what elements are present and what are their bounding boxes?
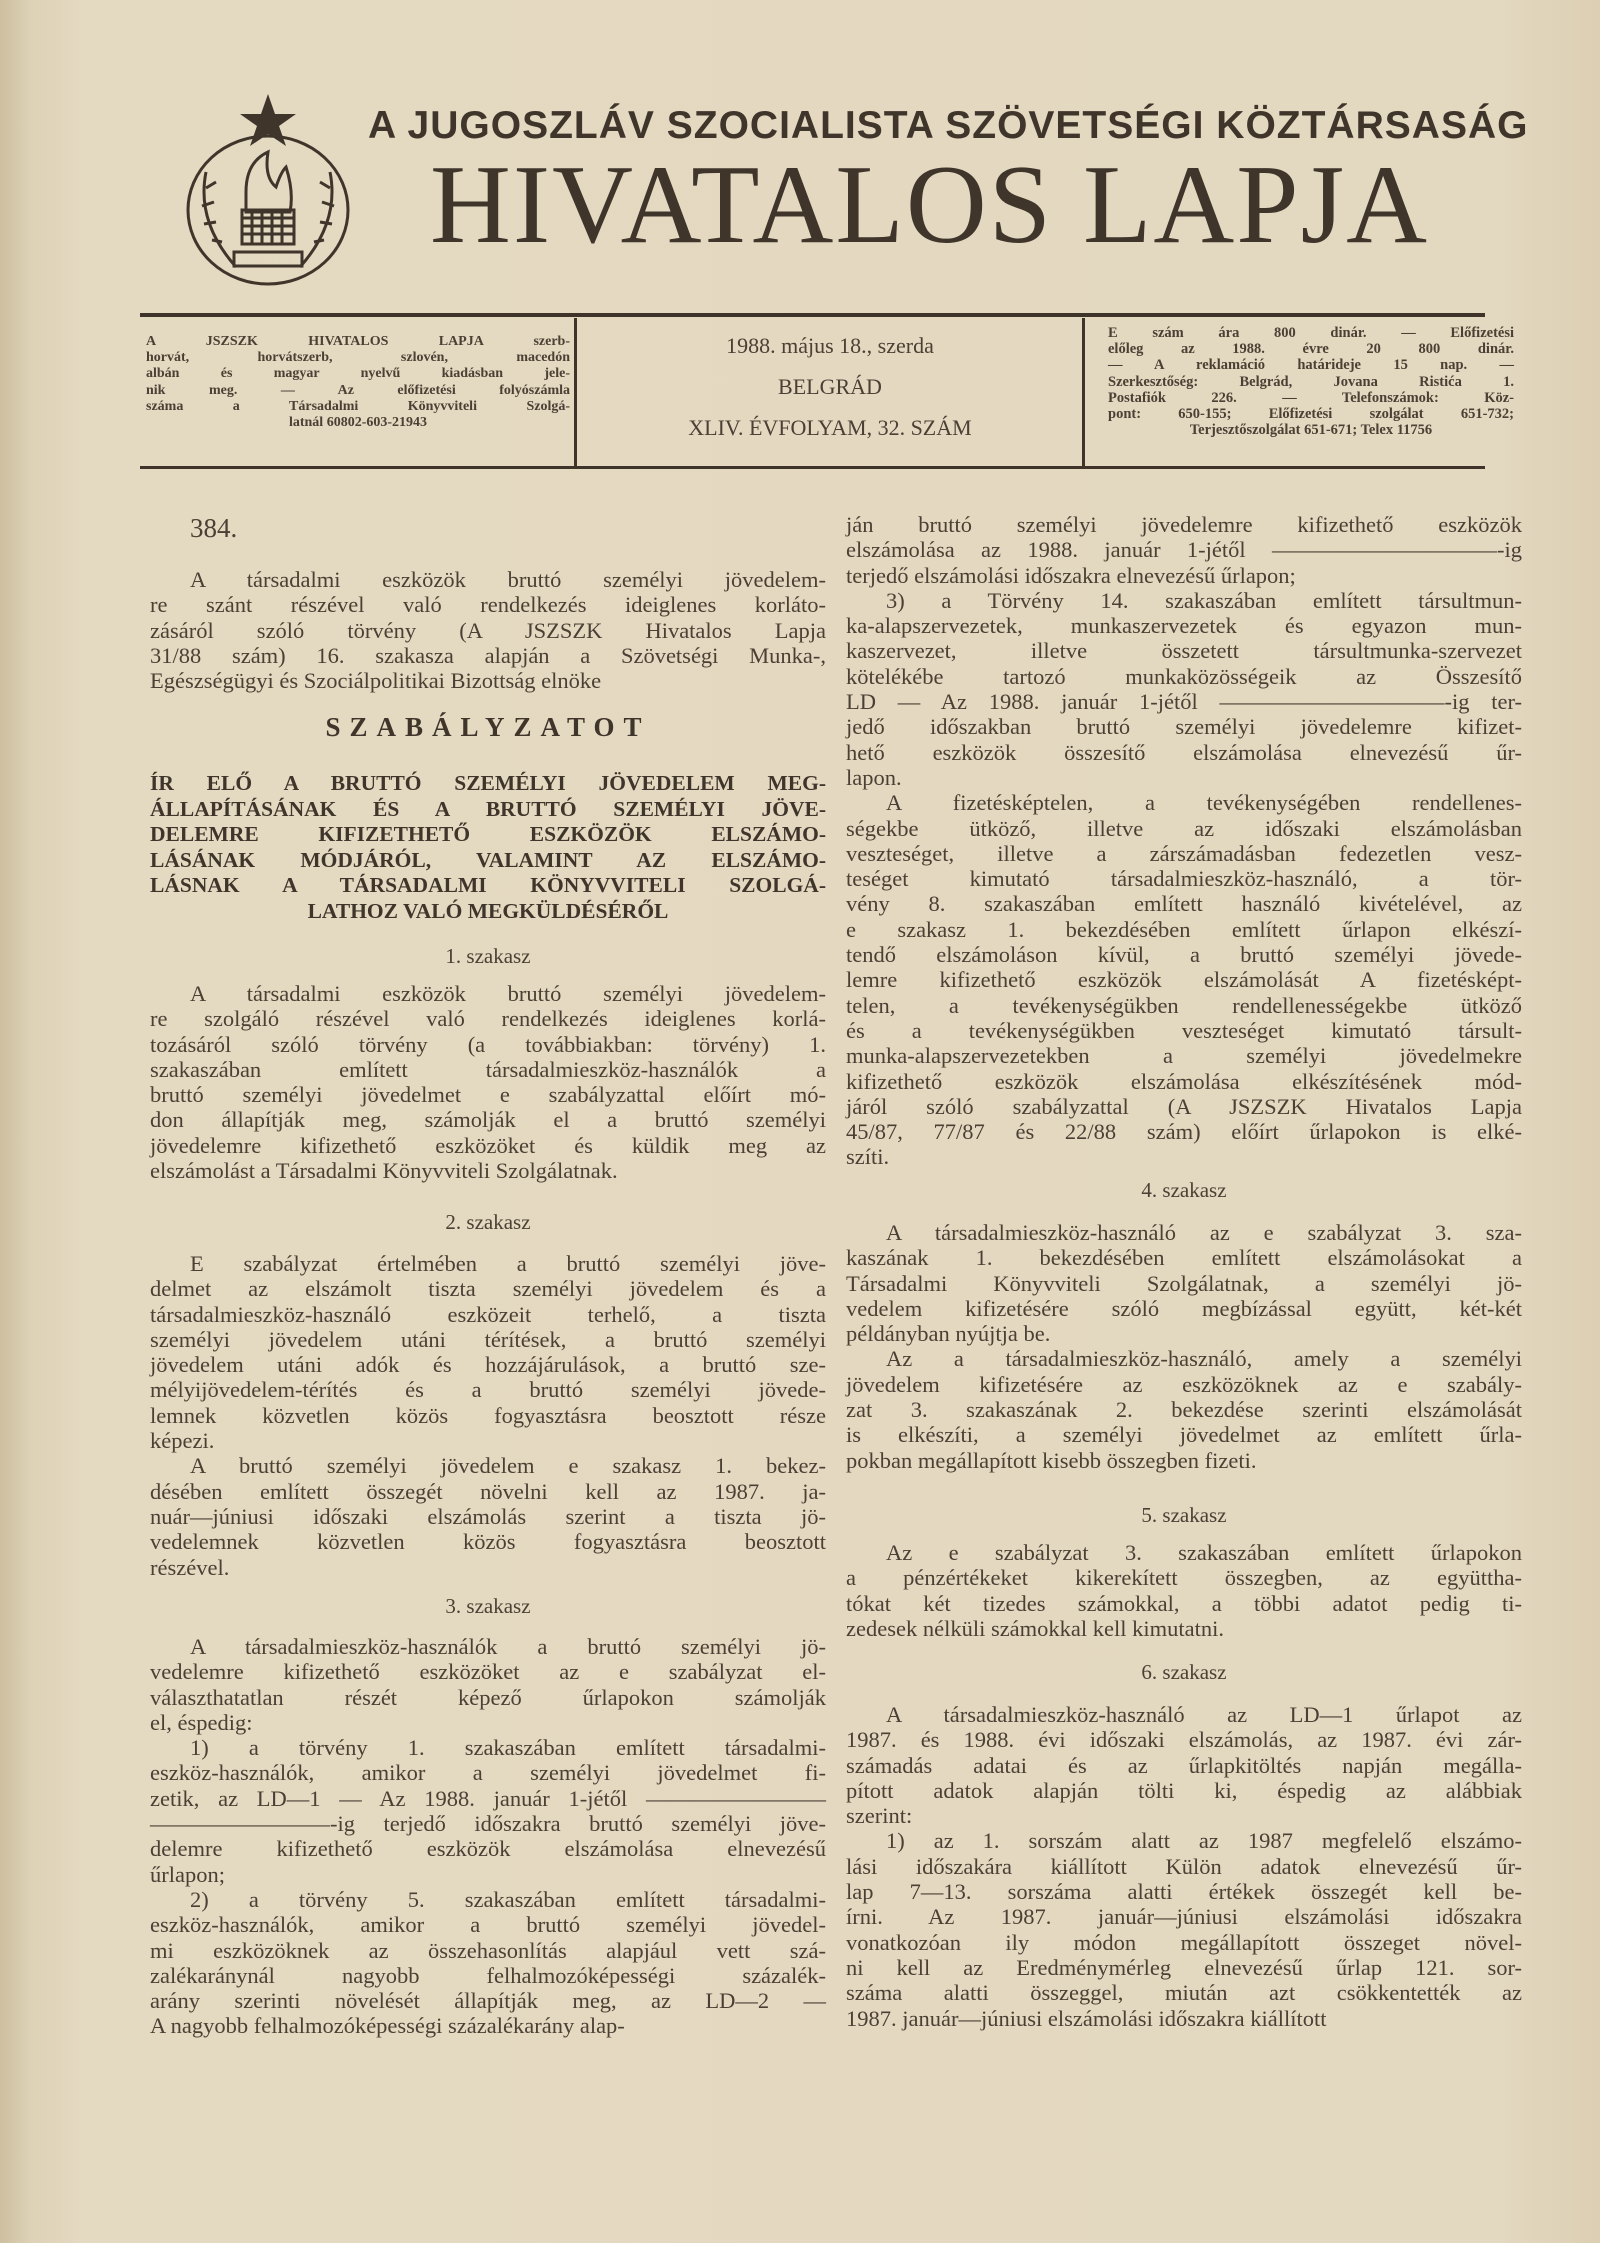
paragraph xyxy=(150,1251,826,1453)
section-1-body xyxy=(150,981,826,1183)
text-line: vonatkozóan ily módon megállapított összeget növel- xyxy=(846,1929,1522,1955)
text-line: hető eszközök összesítő elszámolása elnevezésű űr- xyxy=(846,739,1522,765)
text-line: szíti. xyxy=(846,1144,890,1170)
header-top-rule xyxy=(140,313,1485,317)
section-4-body xyxy=(846,1220,1522,1473)
section-heading: 6. szakasz xyxy=(1141,1660,1227,1684)
text-line: elszámolása az 1988. január 1-jétől ——————————-ig xyxy=(846,537,1522,563)
text-line: lási időszakára kiállított Külön adatok elnevezésű űr- xyxy=(846,1853,1522,1879)
paragraph xyxy=(150,1453,826,1579)
text-line: 3) a Törvény 14. szakaszában említett társultmun- xyxy=(886,587,1522,613)
issue-number: XLIV. ÉVFOLYAM, 32. SZÁM xyxy=(688,415,972,440)
text-line: mi eszközöknek az összehasonlítás alapjául vett szá- xyxy=(150,1937,826,1963)
republic-name: A JUGOSZLÁV SZOCIALISTA SZÖVETSÉGI KÖZTÁRSASÁG xyxy=(368,104,1529,147)
text-line: írni. Az 1987. január—júniusi elszámolási időszakra xyxy=(846,1904,1522,1930)
text-line: ni kell az Eredménymérleg elnevezésű űrlap 121. sor- xyxy=(846,1954,1522,1980)
text-line: munka-alapszervezetekben a személyi jövedelmekre xyxy=(846,1043,1522,1069)
text-line: vedelemre kifizethető eszközöket az e szabályzat el- xyxy=(150,1659,826,1685)
text-line: kaszervezet, illetve összetett társultmunka-szervezet xyxy=(846,638,1522,664)
header-divider xyxy=(1082,318,1085,468)
title-line: DELEMRE KIFIZETHETŐ ESZKÖZÖK ELSZÁMO- xyxy=(150,822,826,846)
issue-date: 1988. május 18., szerda xyxy=(726,333,934,358)
info-line: — A reklamáció határideje 15 nap. — xyxy=(1108,357,1514,374)
coat-of-arms-emblem xyxy=(176,92,360,297)
document-heading: SZABÁLYZATOT xyxy=(325,712,651,742)
issue-city: BELGRÁD xyxy=(778,374,882,399)
text-line: ján bruttó személyi jövedelemre kifizethető eszközök xyxy=(846,512,1522,537)
paragraph xyxy=(846,512,1522,588)
title-line: LATHOZ VALÓ MEGKÜLDÉSÉRŐL xyxy=(307,898,669,923)
section-6-body xyxy=(846,1702,1522,2031)
text-line: A társadalmieszköz-használók a bruttó személyi jö- xyxy=(190,1634,826,1659)
text-line: lemre kifizethető eszközök elszámolását A fizetésképt- xyxy=(846,967,1522,993)
text-line: pított adatok alapján tölti ki, éspedig az alábbiak xyxy=(846,1777,1522,1803)
text-line: e szakasz 1. bekezdésében említett űrlapon elkészí- xyxy=(846,916,1522,942)
text-line: A fizetésképtelen, a tevékenységében rendellenes- xyxy=(886,790,1522,816)
paragraph xyxy=(150,567,826,693)
paragraph xyxy=(846,1220,1522,1346)
text-line: 1987. és 1988. évi időszaki elszámolás, az 1987. évi zár- xyxy=(846,1727,1522,1753)
newspaper-title: HIVATALOS LAPJA xyxy=(430,143,1430,267)
text-line: A társadalmieszköz-használó az LD—1 űrlapot az xyxy=(886,1702,1522,1727)
publication-info xyxy=(146,334,570,431)
svg-text:29 XI 1943: 29 XI 1943 xyxy=(243,255,293,266)
info-line: latnál 60802-603-21943 xyxy=(288,415,428,431)
text-line: delemre kifizethető eszközök elszámolása elnevezésű xyxy=(150,1836,826,1862)
text-line: vedelemnek közvetlen közös fogyasztásra beosztott xyxy=(150,1529,826,1555)
text-line: szerint: xyxy=(846,1803,913,1829)
info-line: pont: 650-155; Előfizetési szolgálat 651-732; xyxy=(1108,406,1514,423)
section-3-continued xyxy=(846,512,1522,1170)
text-line: zalékaránynál nagyobb felhalmozóképességi százalék- xyxy=(150,1962,826,1988)
paragraph xyxy=(846,1346,1522,1472)
info-line: száma a Társadalmi Könyvviteli Szolgá- xyxy=(146,398,570,414)
paragraph xyxy=(846,1540,1522,1641)
text-line: Társadalmi Könyvviteli Szolgálatnak, a személyi jö- xyxy=(846,1270,1522,1296)
text-line: száma alatti összeggel, miután azt csökkentették az xyxy=(846,1980,1522,2006)
text-line: vedelem kifizetésére szóló megbízással együtt, két-két xyxy=(846,1295,1522,1321)
text-line: A nagyobb felhalmozóképességi százalékarány alap- xyxy=(150,2013,625,2039)
section-5-body xyxy=(846,1540,1522,1641)
text-line: jövedelem kifizetésére az eszközöknek az e szabály- xyxy=(846,1371,1522,1397)
text-line: 2) a törvény 5. szakaszában említett társadalmi- xyxy=(190,1886,826,1912)
text-line: zetik, az LD—1 — Az 1988. január 1-jétől ———————— xyxy=(150,1785,826,1811)
preamble xyxy=(150,567,826,693)
text-line: űrlapon; xyxy=(150,1861,225,1887)
text-line: A társadalmi eszközök bruttó személyi jövedelem- xyxy=(190,567,826,592)
text-line: re szolgáló részével való rendelkezés ideiglenes korlá- xyxy=(150,1006,826,1032)
text-line: tozásáról szóló törvény (a továbbiakban: törvény) 1. xyxy=(150,1031,826,1057)
document-title xyxy=(150,771,826,924)
text-line: eszköz-használók, amikor a személyi jövedelmet fi- xyxy=(150,1760,826,1786)
title-line: ÁLLAPÍTÁSÁNAK ÉS A BRUTTÓ SZEMÉLYI JÖVE- xyxy=(150,796,826,821)
text-line: is elkészíti, a személyi jövedelmet az említett űrla- xyxy=(846,1422,1522,1448)
paragraph xyxy=(846,1702,1522,1828)
text-line: példányban nyújtja be. xyxy=(846,1321,1051,1347)
title-line: ÍR ELŐ A BRUTTÓ SZEMÉLYI JÖVEDELEM MEG- xyxy=(150,771,826,795)
text-line: veszteséget, illetve a zárszámadásban fedezetlen vesz- xyxy=(846,840,1522,866)
text-line: eszköz-használók, amikor a bruttó személyi jövedel- xyxy=(150,1912,826,1938)
info-line: horvát, horvátszerb, szlovén, macedón xyxy=(146,350,570,366)
text-line: elszámolást a Társadalmi Könyvviteli Szolgálatnak. xyxy=(150,1158,618,1184)
text-line: ka-alapszervezetek, munkaszervezetek és egyazon mun- xyxy=(846,613,1522,639)
section-heading: 2. szakasz xyxy=(445,1210,531,1234)
text-line: mélyijövedelem-térítés és a bruttó személyi jövede- xyxy=(150,1377,826,1403)
issue-info xyxy=(585,330,1075,453)
text-line: vény 8. szakaszában említett használó kivételével, az xyxy=(846,891,1522,917)
paragraph xyxy=(150,1634,826,1735)
text-line: lapon. xyxy=(846,764,902,790)
text-line: járól szóló szabályzattal (A JSZSZK Hivatalos Lapja xyxy=(846,1093,1522,1119)
section-3-body xyxy=(150,1634,826,2039)
text-line: terjedő elszámolási időszakra elnevezésű űrlapon; xyxy=(846,562,1296,588)
text-line: Az a társadalmieszköz-használó, amely a személyi xyxy=(886,1346,1522,1372)
text-line: jövedelemre kifizethető eszközöket és küldik meg az xyxy=(150,1132,826,1158)
text-line: A társadalmi eszközök bruttó személyi jövedelem- xyxy=(190,981,826,1006)
text-line: re szánt részével való rendelkezés ideiglenes korláto- xyxy=(150,592,826,618)
text-line: don állapítják meg, számolják el a bruttó személyi xyxy=(150,1107,826,1133)
text-line: kifizethető eszközök elszámolása elkészítésének mód- xyxy=(846,1068,1522,1094)
info-line: előleg az 1988. évre 20 800 dinár. xyxy=(1108,341,1514,358)
text-line: részével. xyxy=(150,1554,230,1580)
info-line: albán és magyar nyelvű kiadásban jele- xyxy=(146,366,570,382)
title-line: LÁSNAK A TÁRSADALMI KÖNYVVITELI SZOLGÁ- xyxy=(150,873,826,897)
paragraph xyxy=(846,790,1522,1169)
text-line: E szabályzat értelmében a bruttó személyi jöve- xyxy=(190,1251,826,1276)
text-line: lemnek közvetlen közös fogyasztásra beosztott része xyxy=(150,1402,826,1428)
info-line: A JSZSZK HIVATALOS LAPJA szerb- xyxy=(146,334,570,349)
text-line: zásáról szóló törvény (A JSZSZK Hivatalos Lapja xyxy=(150,617,826,643)
text-line: zedesek nélküli számokkal kell kimutatni. xyxy=(846,1615,1225,1641)
text-line: Egészségügyi és Szociálpolitikai Bizottság elnöke xyxy=(150,668,602,694)
text-line: kaszának 1. bekezdésében említett elszámolásokat a xyxy=(846,1245,1522,1271)
text-line: lap 7—13. sorszáma alatti értékek összegét kell be- xyxy=(846,1879,1522,1905)
text-line: tókat két tizedes számokkal, a többi adatot pedig ti- xyxy=(846,1590,1522,1616)
text-line: és a tevékenységükben veszteséget kimutató társult- xyxy=(846,1017,1522,1043)
text-line: kötelékébe tartozó munkaközösségeik az Összesítő xyxy=(846,663,1522,689)
paragraph xyxy=(150,1735,826,1887)
text-line: pokban megállapított kisebb összegben fizeti. xyxy=(846,1447,1257,1473)
text-line: személyi jövedelem utáni térítések, a bruttó személyi xyxy=(150,1326,826,1352)
text-line: arány szerinti növelését állapítják meg, az LD—2 — xyxy=(150,1988,826,2014)
text-line: szakaszában említett társadalmieszköz-használók a xyxy=(150,1056,826,1082)
text-line: számadás adatai és az űrlapkitöltés napján megálla- xyxy=(846,1752,1522,1778)
text-line: 1987. január—júniusi elszámolási időszakra kiállított xyxy=(846,2005,1327,2031)
section-heading: 5. szakasz xyxy=(1141,1503,1227,1527)
paragraph xyxy=(846,588,1522,790)
text-line: képezi. xyxy=(150,1428,215,1454)
header-divider xyxy=(574,318,577,468)
text-line: 45/87, 77/87 és 22/88 szám) előírt űrlapokon is elké- xyxy=(846,1119,1522,1145)
text-line: 1) a törvény 1. szakaszában említett társadalmi- xyxy=(190,1735,826,1761)
text-line: désében említett összegét növelni kell az 1987. ja- xyxy=(150,1478,826,1504)
text-line: 1) az 1. sorszám alatt az 1987 megfelelő elszámo- xyxy=(886,1828,1522,1854)
text-line: választhatatlan részét képező űrlapokon számolják xyxy=(150,1684,826,1710)
text-line: A társadalmieszköz-használó az e szabályzat 3. sza- xyxy=(886,1220,1522,1245)
text-line: 31/88 szám) 16. szakasza alapján a Szövetségi Munka-, xyxy=(150,642,826,668)
info-line: Terjesztőszolgálat 651-671; Telex 11756 xyxy=(1189,422,1433,439)
text-line: jövedelem utáni adók és hozzájárulások, a bruttó sze- xyxy=(150,1352,826,1378)
paragraph xyxy=(150,1887,826,2039)
info-line: E szám ára 800 dinár. — Előfizetési xyxy=(1108,325,1514,341)
text-line: el, éspedig: xyxy=(150,1709,253,1735)
text-line: teséget kimutató társadalmieszköz-használó, a tör- xyxy=(846,866,1522,892)
subscription-info xyxy=(1108,325,1514,438)
text-line: Az e szabályzat 3. szakaszában említett űrlapokon xyxy=(886,1540,1522,1565)
text-line: telen, a tevékenységükben rendellenességekbe ütköző xyxy=(846,992,1522,1018)
text-line: LD — Az 1988. január 1-jétől ——————————-ig ter- xyxy=(846,689,1522,715)
text-line: ségekbe ütköző, illetve az időszaki elszámolásban xyxy=(846,815,1522,841)
text-line: bruttó személyi jövedelmet e szabályzattal előírt mó- xyxy=(150,1082,826,1108)
text-line: delmet az elszámolt tiszta személyi jövedelem és a xyxy=(150,1276,826,1302)
text-line: tendő elszámoláson kívül, a bruttó személyi jövede- xyxy=(846,942,1522,968)
section-heading: 3. szakasz xyxy=(445,1594,531,1618)
paragraph xyxy=(150,981,826,1183)
info-line: Postafiók 226. — Telefonszámok: Köz- xyxy=(1108,389,1514,406)
text-line: társadalmieszköz-használó eszközeit terhelő, a tiszta xyxy=(150,1301,826,1327)
section-2-body xyxy=(150,1251,826,1580)
text-line: zat 3. szakaszának 2. bekezdése szerinti elszámolását xyxy=(846,1397,1522,1423)
title-line: LÁSÁNAK MÓDJÁRÓL, VALAMINT AZ ELSZÁMO- xyxy=(150,847,826,872)
text-line: jedő időszakban bruttó személyi jövedelemre kifizet- xyxy=(846,714,1522,740)
paragraph xyxy=(846,1828,1522,2030)
info-line: nik meg. — Az előfizetési folyószámla xyxy=(146,382,570,398)
text-line: A bruttó személyi jövedelem e szakasz 1. bekez- xyxy=(190,1453,826,1479)
text-line: a pénzértékeket kikerekített összegben, az együttha- xyxy=(846,1565,1522,1591)
section-heading: 4. szakasz xyxy=(1141,1178,1227,1202)
text-line: nuár—júniusi időszaki elszámolás szerint a tiszta jö- xyxy=(150,1503,826,1529)
text-line: ————————-ig terjedő időszakra bruttó személyi jöve- xyxy=(150,1811,826,1837)
header-bottom-rule xyxy=(140,466,1485,469)
document-number: 384. xyxy=(190,513,238,543)
info-line: Szerkesztőség: Belgrád, Jovana Ristića 1. xyxy=(1108,373,1514,390)
section-heading: 1. szakasz xyxy=(445,944,531,968)
